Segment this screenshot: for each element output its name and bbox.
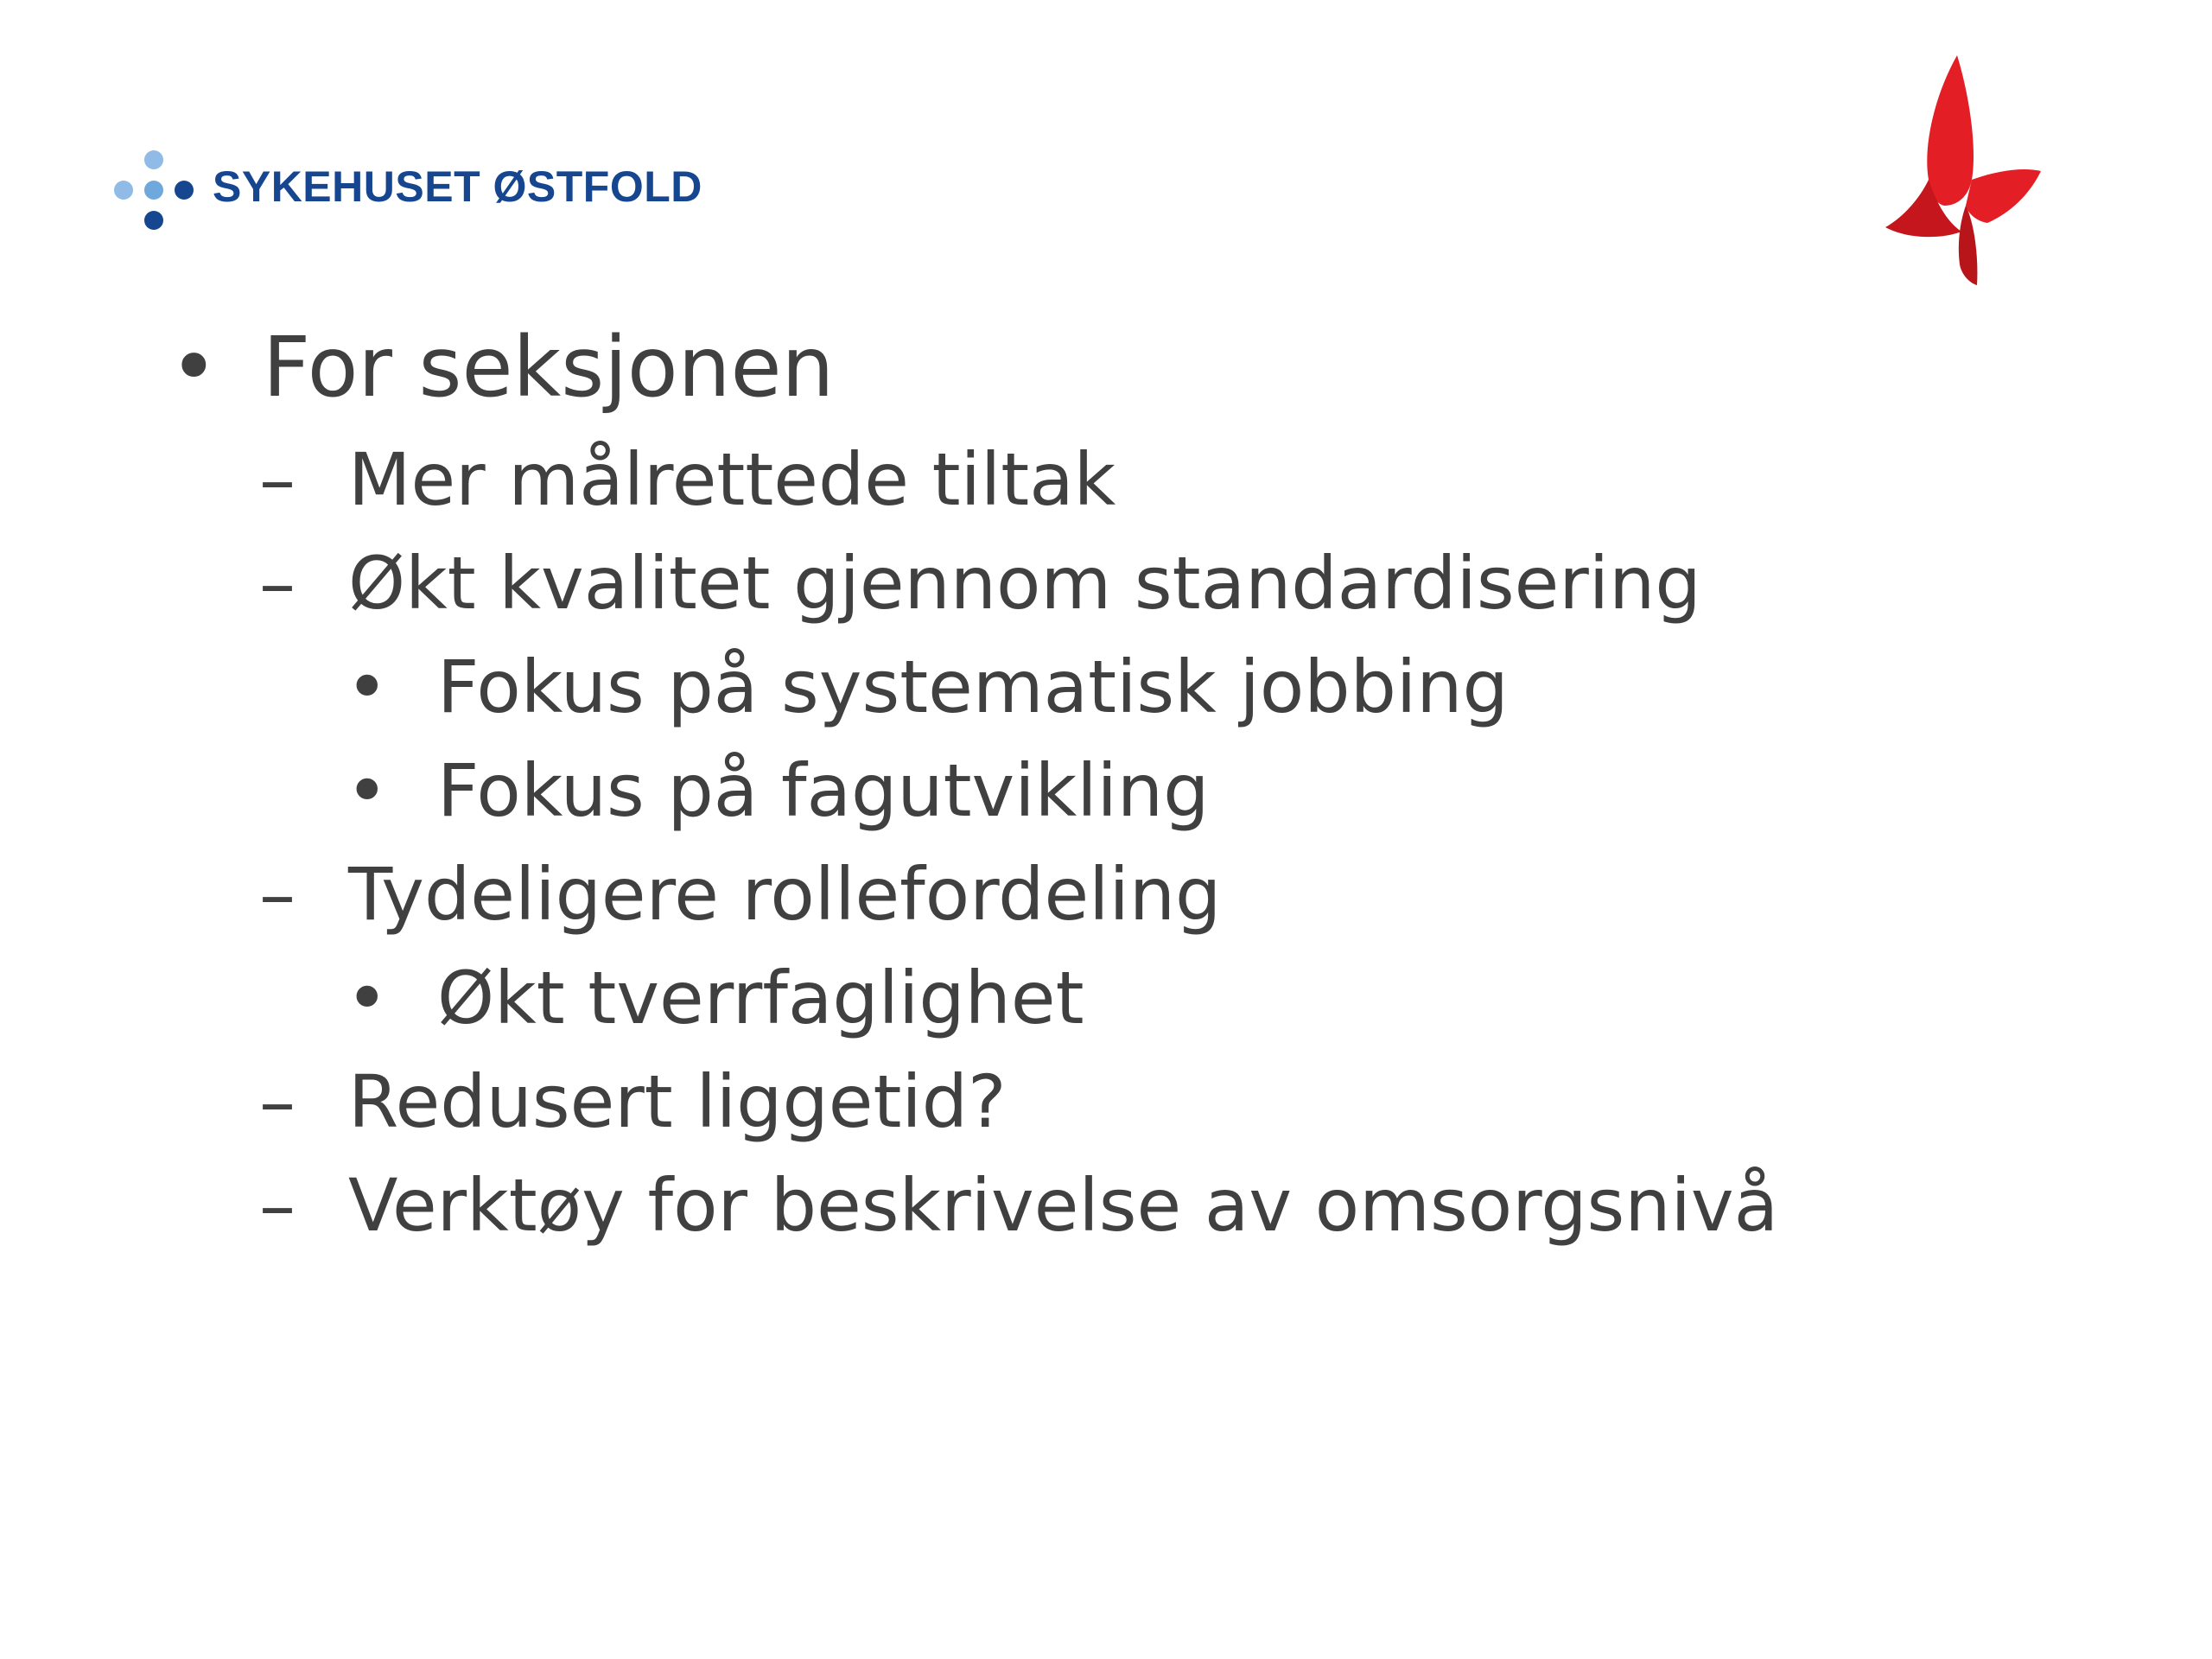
organization-name: SYKEHUSET ØSTFOLD — [213, 162, 702, 211]
dash-marker: – — [259, 541, 296, 626]
list-item-text: Fokus på systematisk jobbing — [437, 645, 1509, 729]
bullet-marker: • — [169, 319, 219, 416]
list-item-text: For seksjonen — [263, 319, 835, 416]
list-item-text: Tydeligere rollefordeling — [348, 852, 1222, 937]
list-item-text: Redusert liggetid? — [348, 1059, 1007, 1144]
list-item-text: Verktøy for beskrivelse av omsorgsnivå — [348, 1163, 1779, 1248]
list-item-text: Fokus på fagutvikling — [437, 748, 1210, 833]
dash-marker: – — [259, 1059, 296, 1144]
bullet-marker: • — [346, 748, 389, 833]
dash-marker: – — [259, 437, 296, 522]
list-item-text: Økt kvalitet gjennom standardisering — [348, 541, 1701, 626]
dash-marker: – — [259, 1163, 296, 1248]
bullet-marker: • — [346, 645, 389, 729]
red-flame-butterfly-icon — [1875, 50, 2048, 292]
list-item-text: Mer målrettede tiltak — [348, 437, 1116, 522]
list-item-text: Økt tverrfaglighet — [437, 956, 1084, 1040]
dash-marker: – — [259, 852, 296, 937]
bullet-marker: • — [346, 956, 389, 1040]
dot-cross-logo-icon — [111, 147, 197, 233]
